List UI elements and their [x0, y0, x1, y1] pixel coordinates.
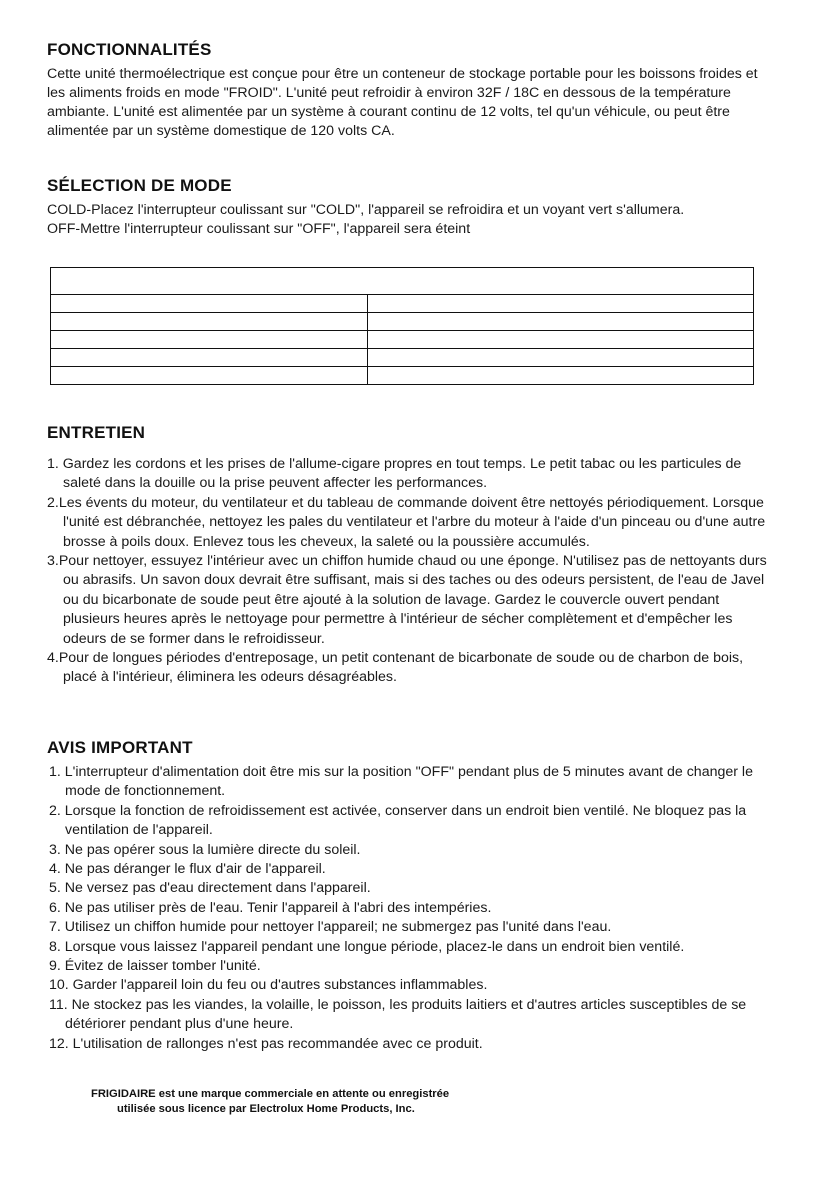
important-notice-list: [47, 763, 777, 1054]
maintenance-item: 2.Les évents du moteur, du ventilateur et du tableau de commande doivent être nettoyés périodiquement. Lorsque l'unité est débranchée, nettoyez les pales du ventilateur et l'arbre du moteur à l'aide d'un pinceau ou d'une autre brosse à poils doux. Enlevez tous les cheveux, la saleté ou la poussière accumulés.: [47, 494, 766, 550]
mode-table-cell: [51, 349, 368, 367]
mode-table: [50, 267, 754, 385]
trademark-notice: [91, 1087, 449, 1117]
features-heading: FONCTIONNALITÉS: [47, 40, 212, 59]
mode-table-cell: [368, 295, 754, 313]
mode-table-row: [51, 331, 754, 349]
trademark-line-1: FRIGIDAIRE est une marque commerciale en attente ou enregistrée: [91, 1088, 450, 1100]
notice-item: 5. Ne versez pas d'eau directement dans l'appareil.: [49, 880, 371, 897]
notice-item: 12. L'utilisation de rallonges n'est pas recommandée avec ce produit.: [49, 1035, 483, 1052]
notice-item: 10. Garder l'appareil loin du feu ou d'autres substances inflammables.: [49, 977, 488, 994]
notice-item: 11. Ne stockez pas les viandes, la volaille, le poisson, les produits laitiers et d'autres articles susceptibles de se détériorer pendant plus d'une heure.: [49, 996, 747, 1033]
mode-table-cell: [368, 331, 754, 349]
mode-table-cell: [368, 349, 754, 367]
mode-table-cell: [51, 367, 368, 385]
notice-item: 6. Ne pas utiliser près de l'eau. Tenir l'appareil à l'abri des intempéries.: [49, 899, 492, 916]
mode-table-row: [51, 295, 754, 313]
maintenance-list: [47, 455, 777, 688]
notice-item: 9. Évitez de laisser tomber l'unité.: [49, 958, 261, 975]
maintenance-item: 1. Gardez les cordons et les prises de l'allume-cigare propres en tout temps. Le petit tabac ou les particules de saleté dans la douille ou la prise peuvent affecter les performances.: [47, 456, 742, 492]
mode-table-header-cell: [51, 268, 754, 295]
notice-item: 3. Ne pas opérer sous la lumière directe du soleil.: [49, 841, 361, 858]
mode-selection-text: [47, 201, 769, 239]
features-paragraph: Cette unité thermoélectrique est conçue pour être un conteneur de stockage portable pour les boissons froides et les aliments froids en mode "FROID". L'unité peut refroidir à environ 32F / 18C en dessous de la température ambiante. L'unité est alimentée par un système à courant continu de 12 volts, tel qu'un véhicule, ou peut être alimentée par un système domestique de 120 volts CA.: [47, 66, 758, 139]
mode-table-cell: [51, 295, 368, 313]
off-mode-text: OFF-Mettre l'interrupteur coulissant sur "OFF", l'appareil sera éteint: [47, 221, 471, 237]
mode-table-cell: [51, 331, 368, 349]
notice-item: 1. L'interrupteur d'alimentation doit être mis sur la position "OFF" pendant plus de 5 minutes avant de changer le mode de fonctionnement.: [49, 764, 753, 800]
maintenance-item: 4.Pour de longues périodes d'entreposage, un petit contenant de bicarbonate de soude ou de charbon de bois, placé à l'intérieur, éliminera les odeurs désagréables.: [47, 650, 744, 686]
mode-table-cell: [368, 313, 754, 331]
important-notice-heading: AVIS IMPORTANT: [47, 738, 193, 757]
mode-table-cell: [368, 367, 754, 385]
mode-table-cell: [51, 313, 368, 331]
maintenance-heading: ENTRETIEN: [47, 423, 146, 442]
mode-selection-heading: SÉLECTION DE MODE: [47, 176, 232, 195]
notice-item: 2. Lorsque la fonction de refroidissement est activée, conserver dans un endroit bien ventilé. Ne bloquez pas la ventilation de l'appareil.: [49, 802, 747, 839]
mode-table-header-row: [51, 268, 754, 295]
mode-table-row: [51, 313, 754, 331]
trademark-line-2: utilisée sous licence par Electrolux Home Products, Inc.: [117, 1103, 415, 1115]
maintenance-item: 3.Pour nettoyer, essuyez l'intérieur avec un chiffon humide chaud ou une éponge. N'utilisez pas de nettoyants durs ou abrasifs. Un savon doux devrait être suffisant, mais si des taches ou des odeurs persistent, de l'eau de Javel ou du bicarbonate de soude peut être ajouté à la solution de lavage. Gardez le couvercle ouvert pendant plusieurs heures après le nettoyage pour permettre à l'intérieur de sécher complètement et d'empêcher les odeurs de se former dans le refroidisseur.: [47, 553, 767, 647]
notice-item: 7. Utilisez un chiffon humide pour nettoyer l'appareil; ne submergez pas l'unité dans l'eau.: [49, 919, 612, 936]
cold-mode-text: COLD-Placez l'interrupteur coulissant sur "COLD", l'appareil se refroidira et un voyant vert s'allumera.: [47, 202, 685, 218]
notice-item: 4. Ne pas déranger le flux d'air de l'appareil.: [49, 861, 326, 878]
notice-item: 8. Lorsque vous laissez l'appareil pendant une longue période, placez-le dans un endroit bien ventilé.: [49, 938, 685, 955]
mode-table-row: [51, 349, 754, 367]
mode-table-row: [51, 367, 754, 385]
